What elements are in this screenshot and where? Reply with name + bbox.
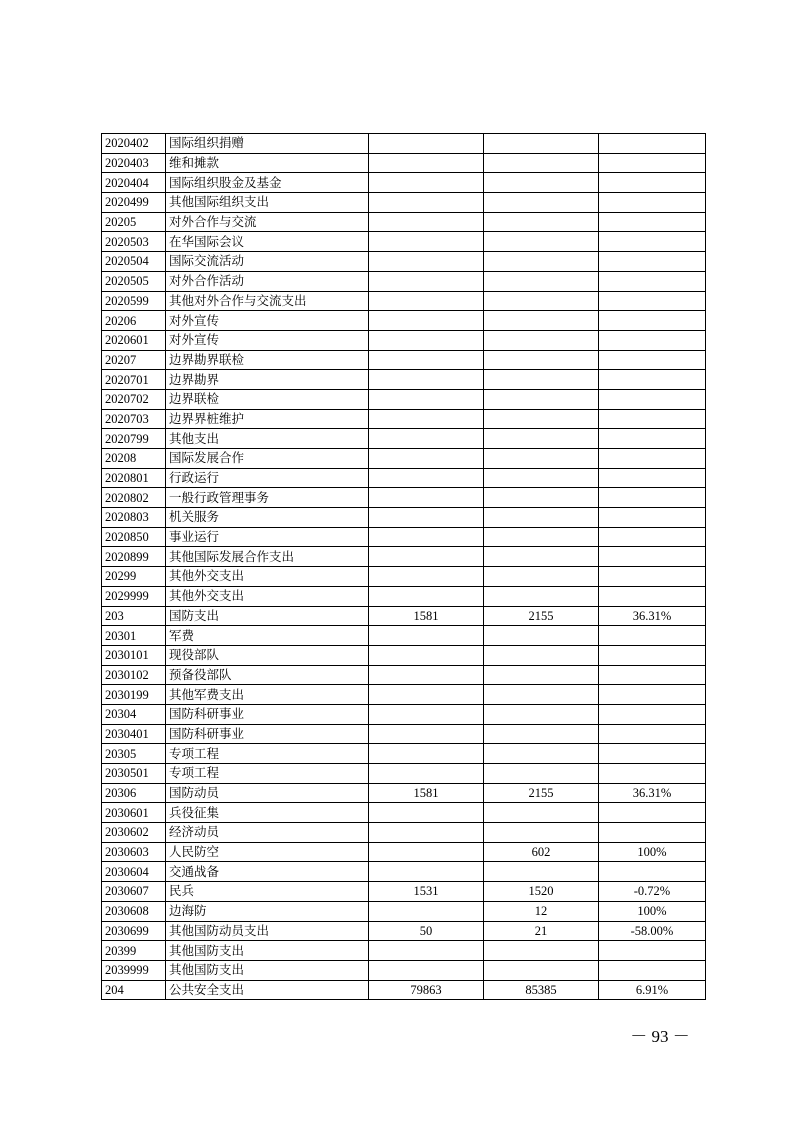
table-row [102, 823, 706, 843]
code-cell: 2020701 [102, 370, 166, 390]
prev-value-cell [369, 862, 484, 882]
name-cell: 对外宣传 [166, 330, 369, 350]
prev-value-cell [369, 271, 484, 291]
prev-value-cell [369, 468, 484, 488]
prev-value-cell [369, 586, 484, 606]
growth-rate-cell [599, 941, 706, 961]
name-cell: 公共安全支出 [166, 980, 369, 1000]
name-cell: 对外宣传 [166, 311, 369, 331]
prev-value-cell [369, 724, 484, 744]
table-row [102, 291, 706, 311]
table-row [102, 567, 706, 587]
table-row [102, 389, 706, 409]
name-cell: 边海防 [166, 901, 369, 921]
curr-value-cell: 12 [484, 901, 599, 921]
growth-rate-cell [599, 547, 706, 567]
growth-rate-cell [599, 685, 706, 705]
growth-rate-cell [599, 488, 706, 508]
prev-value-cell [369, 488, 484, 508]
growth-rate-cell [599, 350, 706, 370]
growth-rate-cell: 100% [599, 901, 706, 921]
prev-value-cell [369, 626, 484, 646]
curr-value-cell: 85385 [484, 980, 599, 1000]
table-row [102, 685, 706, 705]
table-row [102, 941, 706, 961]
growth-rate-cell [599, 153, 706, 173]
curr-value-cell [484, 665, 599, 685]
growth-rate-cell [599, 193, 706, 213]
table-row [102, 704, 706, 724]
table-row [102, 842, 706, 862]
name-cell: 民兵 [166, 882, 369, 902]
growth-rate-cell [599, 803, 706, 823]
prev-value-cell [369, 409, 484, 429]
curr-value-cell [484, 232, 599, 252]
table-row [102, 429, 706, 449]
curr-value-cell [484, 764, 599, 784]
table-row [102, 980, 706, 1000]
table-row [102, 764, 706, 784]
curr-value-cell [484, 389, 599, 409]
curr-value-cell [484, 252, 599, 272]
name-cell: 预备役部队 [166, 665, 369, 685]
name-cell: 行政运行 [166, 468, 369, 488]
table-row [102, 606, 706, 626]
prev-value-cell [369, 370, 484, 390]
table-row [102, 960, 706, 980]
code-cell: 2030699 [102, 921, 166, 941]
code-cell: 203 [102, 606, 166, 626]
name-cell: 对外合作与交流 [166, 212, 369, 232]
growth-rate-cell [599, 508, 706, 528]
growth-rate-cell [599, 586, 706, 606]
curr-value-cell [484, 704, 599, 724]
code-cell: 20206 [102, 311, 166, 331]
code-cell: 2039999 [102, 960, 166, 980]
table-row [102, 409, 706, 429]
curr-value-cell [484, 193, 599, 213]
table-row [102, 193, 706, 213]
name-cell: 专项工程 [166, 764, 369, 784]
code-cell: 2030607 [102, 882, 166, 902]
curr-value-cell [484, 960, 599, 980]
name-cell: 事业运行 [166, 527, 369, 547]
prev-value-cell [369, 941, 484, 961]
table-row [102, 232, 706, 252]
curr-value-cell [484, 823, 599, 843]
prev-value-cell [369, 567, 484, 587]
name-cell: 其他军费支出 [166, 685, 369, 705]
table-row [102, 783, 706, 803]
growth-rate-cell [599, 665, 706, 685]
name-cell: 维和摊款 [166, 153, 369, 173]
curr-value-cell [484, 744, 599, 764]
curr-value-cell [484, 153, 599, 173]
curr-value-cell [484, 271, 599, 291]
growth-rate-cell [599, 311, 706, 331]
prev-value-cell [369, 429, 484, 449]
table-row [102, 665, 706, 685]
prev-value-cell [369, 508, 484, 528]
growth-rate-cell [599, 862, 706, 882]
curr-value-cell: 2155 [484, 606, 599, 626]
curr-value-cell [484, 449, 599, 469]
growth-rate-cell [599, 291, 706, 311]
growth-rate-cell [599, 764, 706, 784]
code-cell: 2020702 [102, 389, 166, 409]
name-cell: 边界勘界 [166, 370, 369, 390]
name-cell: 其他外交支出 [166, 567, 369, 587]
prev-value-cell [369, 389, 484, 409]
growth-rate-cell: 36.31% [599, 606, 706, 626]
name-cell: 国防动员 [166, 783, 369, 803]
growth-rate-cell [599, 429, 706, 449]
growth-rate-cell [599, 626, 706, 646]
name-cell: 兵役征集 [166, 803, 369, 823]
curr-value-cell: 21 [484, 921, 599, 941]
curr-value-cell [484, 350, 599, 370]
code-cell: 2020403 [102, 153, 166, 173]
growth-rate-cell [599, 449, 706, 469]
code-cell: 20304 [102, 704, 166, 724]
name-cell: 其他国防支出 [166, 960, 369, 980]
growth-rate-cell [599, 823, 706, 843]
table-row [102, 271, 706, 291]
growth-rate-cell [599, 330, 706, 350]
name-cell: 人民防空 [166, 842, 369, 862]
name-cell: 专项工程 [166, 744, 369, 764]
prev-value-cell [369, 291, 484, 311]
table-row [102, 350, 706, 370]
table-row [102, 803, 706, 823]
curr-value-cell [484, 508, 599, 528]
code-cell: 2020503 [102, 232, 166, 252]
code-cell: 2020703 [102, 409, 166, 429]
prev-value-cell [369, 704, 484, 724]
name-cell: 其他国际发展合作支出 [166, 547, 369, 567]
growth-rate-cell [599, 724, 706, 744]
growth-rate-cell [599, 704, 706, 724]
prev-value-cell [369, 134, 484, 154]
name-cell: 其他对外合作与交流支出 [166, 291, 369, 311]
growth-rate-cell [599, 567, 706, 587]
prev-value-cell [369, 212, 484, 232]
code-cell: 20207 [102, 350, 166, 370]
page-number: － 93 － [630, 1027, 690, 1046]
prev-value-cell [369, 311, 484, 331]
code-cell: 2020803 [102, 508, 166, 528]
growth-rate-cell [599, 389, 706, 409]
table-row [102, 724, 706, 744]
growth-rate-cell [599, 527, 706, 547]
growth-rate-cell [599, 252, 706, 272]
prev-value-cell [369, 665, 484, 685]
code-cell: 2020802 [102, 488, 166, 508]
table-row [102, 488, 706, 508]
code-cell: 2030602 [102, 823, 166, 843]
prev-value-cell: 1531 [369, 882, 484, 902]
curr-value-cell [484, 803, 599, 823]
growth-rate-cell: -58.00% [599, 921, 706, 941]
code-cell: 2030603 [102, 842, 166, 862]
code-cell: 2020899 [102, 547, 166, 567]
growth-rate-cell [599, 134, 706, 154]
name-cell: 机关服务 [166, 508, 369, 528]
code-cell: 2030608 [102, 901, 166, 921]
table-row [102, 370, 706, 390]
table-row [102, 862, 706, 882]
growth-rate-cell [599, 370, 706, 390]
prev-value-cell [369, 764, 484, 784]
prev-value-cell [369, 960, 484, 980]
name-cell: 其他国防动员支出 [166, 921, 369, 941]
name-cell: 在华国际会议 [166, 232, 369, 252]
prev-value-cell: 50 [369, 921, 484, 941]
prev-value-cell [369, 685, 484, 705]
code-cell: 20399 [102, 941, 166, 961]
table-row [102, 901, 706, 921]
curr-value-cell [484, 724, 599, 744]
code-cell: 20306 [102, 783, 166, 803]
name-cell: 国际组织股金及基金 [166, 173, 369, 193]
code-cell: 204 [102, 980, 166, 1000]
code-cell: 2030102 [102, 665, 166, 685]
table-row [102, 744, 706, 764]
curr-value-cell [484, 330, 599, 350]
prev-value-cell [369, 350, 484, 370]
table-row [102, 547, 706, 567]
name-cell: 现役部队 [166, 645, 369, 665]
growth-rate-cell [599, 232, 706, 252]
code-cell: 20301 [102, 626, 166, 646]
table-row [102, 134, 706, 154]
prev-value-cell [369, 645, 484, 665]
code-cell: 2030601 [102, 803, 166, 823]
table-row [102, 311, 706, 331]
name-cell: 其他国际组织支出 [166, 193, 369, 213]
code-cell: 2029999 [102, 586, 166, 606]
code-cell: 2020402 [102, 134, 166, 154]
name-cell: 其他外交支出 [166, 586, 369, 606]
curr-value-cell [484, 134, 599, 154]
name-cell: 边界界桩维护 [166, 409, 369, 429]
table-row [102, 212, 706, 232]
code-cell: 2020601 [102, 330, 166, 350]
name-cell: 对外合作活动 [166, 271, 369, 291]
prev-value-cell [369, 744, 484, 764]
name-cell: 国防支出 [166, 606, 369, 626]
prev-value-cell [369, 252, 484, 272]
prev-value-cell [369, 901, 484, 921]
growth-rate-cell [599, 212, 706, 232]
prev-value-cell: 1581 [369, 606, 484, 626]
code-cell: 2030401 [102, 724, 166, 744]
name-cell: 其他国防支出 [166, 941, 369, 961]
prev-value-cell [369, 173, 484, 193]
prev-value-cell [369, 449, 484, 469]
code-cell: 2020599 [102, 291, 166, 311]
growth-rate-cell: 100% [599, 842, 706, 862]
curr-value-cell [484, 547, 599, 567]
prev-value-cell: 1581 [369, 783, 484, 803]
code-cell: 2030101 [102, 645, 166, 665]
curr-value-cell [484, 527, 599, 547]
code-cell: 2020505 [102, 271, 166, 291]
table-row [102, 252, 706, 272]
prev-value-cell [369, 193, 484, 213]
table-row [102, 586, 706, 606]
code-cell: 2020504 [102, 252, 166, 272]
name-cell: 一般行政管理事务 [166, 488, 369, 508]
name-cell: 国际组织捐赠 [166, 134, 369, 154]
name-cell: 国际发展合作 [166, 449, 369, 469]
curr-value-cell [484, 862, 599, 882]
growth-rate-cell [599, 271, 706, 291]
prev-value-cell [369, 527, 484, 547]
curr-value-cell: 2155 [484, 783, 599, 803]
curr-value-cell [484, 173, 599, 193]
curr-value-cell [484, 685, 599, 705]
table-row [102, 645, 706, 665]
name-cell: 国防科研事业 [166, 704, 369, 724]
code-cell: 2030199 [102, 685, 166, 705]
growth-rate-cell [599, 409, 706, 429]
name-cell: 交通战备 [166, 862, 369, 882]
curr-value-cell [484, 409, 599, 429]
name-cell: 边界联检 [166, 389, 369, 409]
prev-value-cell [369, 823, 484, 843]
table-row [102, 882, 706, 902]
growth-rate-cell [599, 468, 706, 488]
prev-value-cell: 79863 [369, 980, 484, 1000]
code-cell: 2020850 [102, 527, 166, 547]
growth-rate-cell: 6.91% [599, 980, 706, 1000]
name-cell: 国际交流活动 [166, 252, 369, 272]
table-row [102, 468, 706, 488]
name-cell: 军费 [166, 626, 369, 646]
table-row [102, 153, 706, 173]
curr-value-cell [484, 586, 599, 606]
budget-table-body [102, 134, 706, 1000]
curr-value-cell [484, 291, 599, 311]
curr-value-cell [484, 626, 599, 646]
name-cell: 经济动员 [166, 823, 369, 843]
curr-value-cell [484, 488, 599, 508]
table-row [102, 626, 706, 646]
code-cell: 20305 [102, 744, 166, 764]
growth-rate-cell [599, 960, 706, 980]
prev-value-cell [369, 330, 484, 350]
curr-value-cell [484, 468, 599, 488]
table-row [102, 921, 706, 941]
prev-value-cell [369, 232, 484, 252]
name-cell: 国防科研事业 [166, 724, 369, 744]
table-row [102, 527, 706, 547]
prev-value-cell [369, 842, 484, 862]
table-row [102, 508, 706, 528]
code-cell: 2030604 [102, 862, 166, 882]
code-cell: 2030501 [102, 764, 166, 784]
prev-value-cell [369, 153, 484, 173]
curr-value-cell: 1520 [484, 882, 599, 902]
curr-value-cell [484, 941, 599, 961]
budget-table [101, 133, 706, 1000]
table-row [102, 173, 706, 193]
code-cell: 2020404 [102, 173, 166, 193]
name-cell: 边界勘界联检 [166, 350, 369, 370]
code-cell: 2020801 [102, 468, 166, 488]
code-cell: 20205 [102, 212, 166, 232]
curr-value-cell [484, 567, 599, 587]
curr-value-cell: 602 [484, 842, 599, 862]
code-cell: 20208 [102, 449, 166, 469]
curr-value-cell [484, 370, 599, 390]
table-row [102, 449, 706, 469]
growth-rate-cell [599, 645, 706, 665]
curr-value-cell [484, 212, 599, 232]
growth-rate-cell [599, 173, 706, 193]
code-cell: 2020499 [102, 193, 166, 213]
growth-rate-cell [599, 744, 706, 764]
code-cell: 2020799 [102, 429, 166, 449]
prev-value-cell [369, 547, 484, 567]
curr-value-cell [484, 429, 599, 449]
prev-value-cell [369, 803, 484, 823]
code-cell: 20299 [102, 567, 166, 587]
growth-rate-cell: -0.72% [599, 882, 706, 902]
curr-value-cell [484, 311, 599, 331]
name-cell: 其他支出 [166, 429, 369, 449]
curr-value-cell [484, 645, 599, 665]
growth-rate-cell: 36.31% [599, 783, 706, 803]
table-row [102, 330, 706, 350]
